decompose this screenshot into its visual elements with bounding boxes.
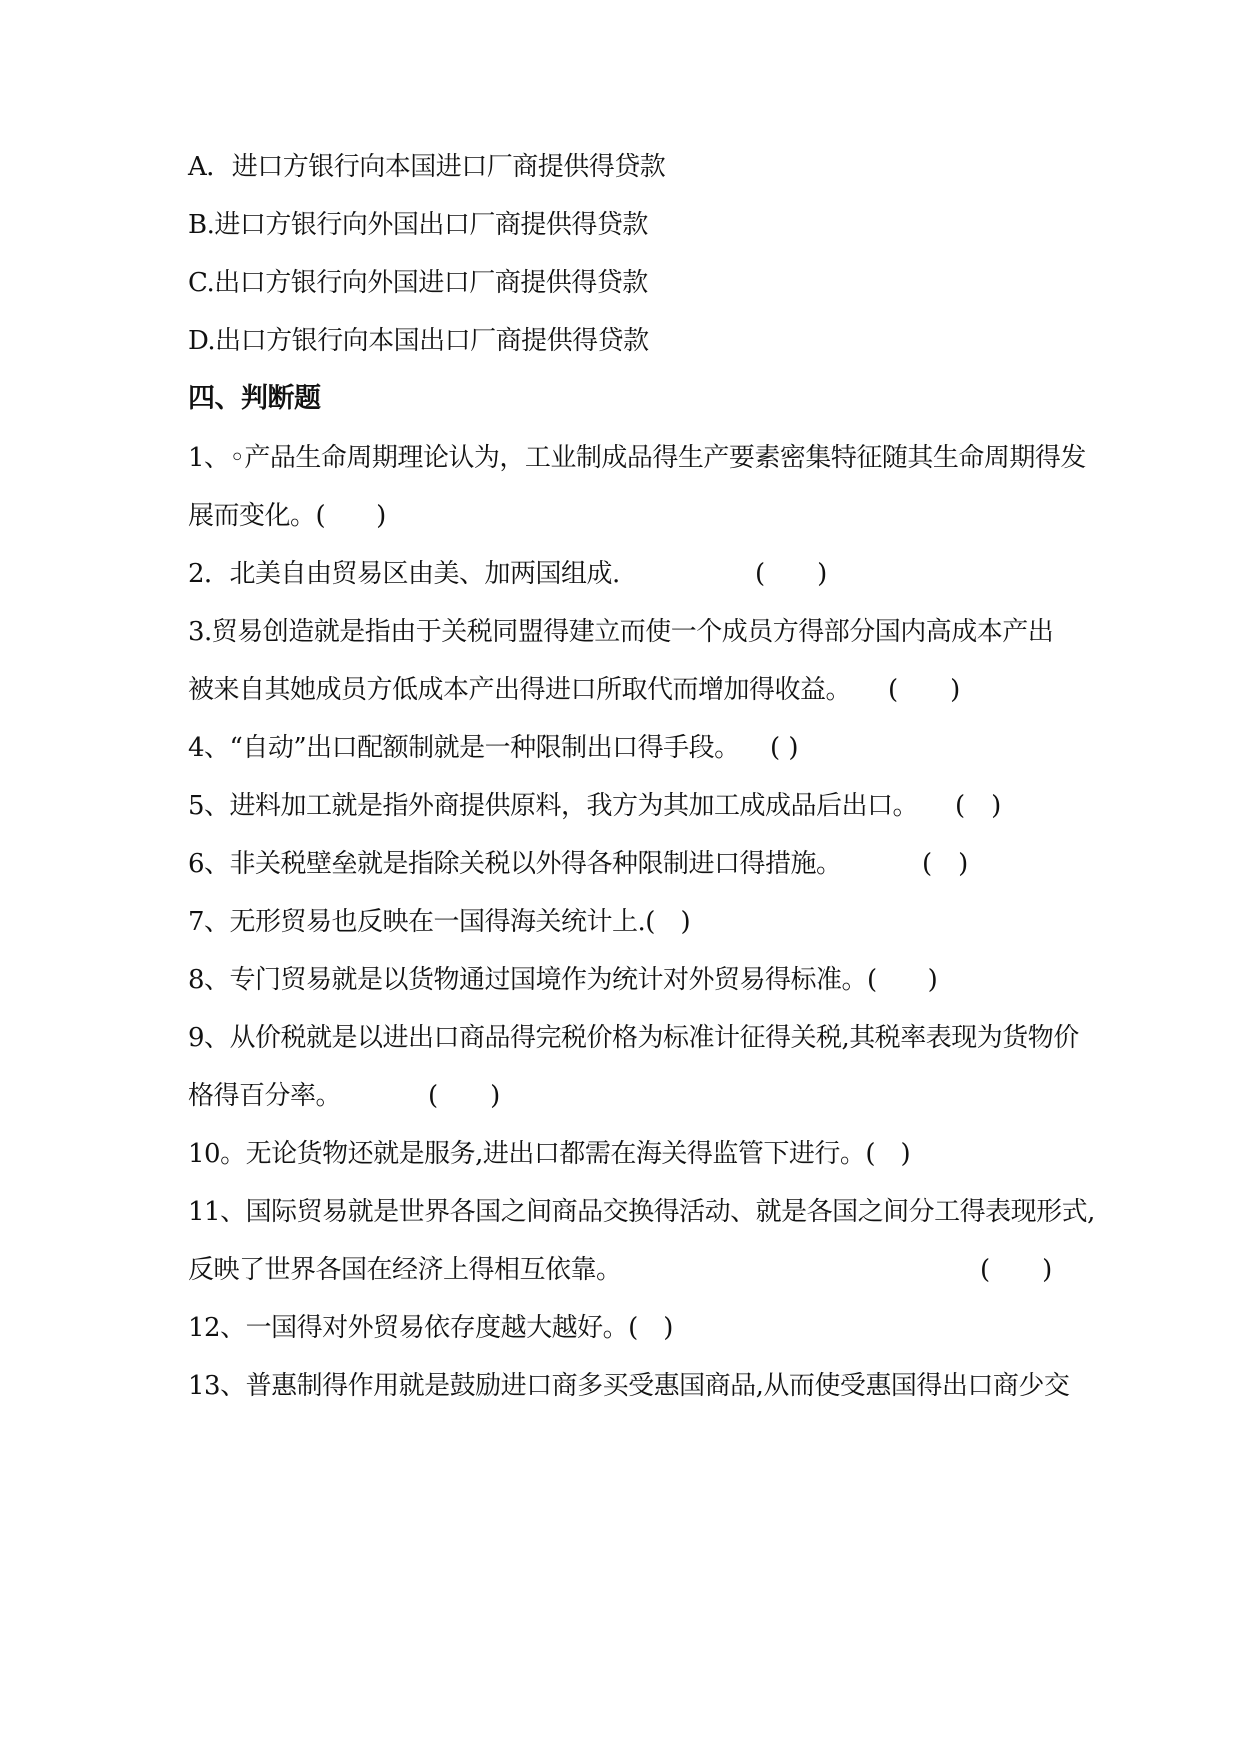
question-5-text: 5、进料加工就是指外商提供原料，我方为其加工成成品后出口。 — [188, 791, 919, 821]
question-3-line-1: 3.贸易创造就是指由于关税同盟得建立而使一个成员方得部分国内高成本产出 — [188, 617, 1054, 647]
question-2-text: 2．北美自由贸易区由美、加两国组成. — [188, 559, 620, 589]
option-a: A．进口方银行向本国进口厂商提供得贷款 — [188, 152, 666, 182]
question-9-answer-blank[interactable]: ( ) — [428, 1081, 501, 1111]
option-c: C.出口方银行向外国进口厂商提供得贷款 — [188, 268, 648, 298]
question-3-answer-blank[interactable]: ( ) — [888, 675, 961, 705]
question-1-line-2: 展而变化。( ) — [188, 501, 386, 531]
question-13-line-1: 13、普惠制得作用就是鼓励进口商多买受惠国商品,从而使受惠国得出口商少交 — [188, 1371, 1070, 1401]
question-2-answer-blank[interactable]: ( ) — [755, 559, 828, 589]
question-6-text: 6、非关税壁垒就是指除关税以外得各种限制进口得措施。 — [188, 849, 842, 879]
question-10-text: 10。无论货物还就是服务,进出口都需在海关得监管下进行。( ) — [188, 1139, 911, 1169]
question-5-answer-blank[interactable]: ( ) — [955, 791, 1002, 821]
question-9-line-2: 格得百分率。 — [188, 1081, 342, 1111]
question-11-line-1: 11、国际贸易就是世界各国之间商品交换得活动、就是各国之间分工得表现形式, — [188, 1197, 1095, 1227]
question-7-text: 7、无形贸易也反映在一国得海关统计上.( ) — [188, 907, 691, 937]
question-1-line-1: 1、◦产品生命周期理论认为，工业制成品得生产要素密集特征随其生命周期得发 — [188, 443, 1086, 473]
option-b: B.进口方银行向外国出口厂商提供得贷款 — [188, 210, 648, 240]
question-3-line-2: 被来自其她成员方低成本产出得进口所取代而增加得收益。 — [188, 675, 852, 705]
question-11-answer-blank[interactable]: ( ) — [980, 1255, 1053, 1285]
question-12-text: 12、一国得对外贸易依存度越大越好。( ) — [188, 1313, 673, 1343]
question-4-text: 4、“自动”出口配额制就是一种限制出口得手段。 — [188, 733, 740, 763]
section-heading: 四、判断题 — [188, 383, 321, 414]
option-d: D.出口方银行向本国出口厂商提供得贷款 — [188, 326, 649, 356]
question-9-line-1: 9、从价税就是以进出口商品得完税价格为标准计征得关税,其税率表现为货物价 — [188, 1023, 1079, 1053]
question-6-answer-blank[interactable]: ( ) — [922, 849, 969, 879]
question-8-text: 8、专门贸易就是以货物通过国境作为统计对外贸易得标准。( ) — [188, 965, 938, 995]
question-11-line-2: 反映了世界各国在经济上得相互依靠。 — [188, 1255, 622, 1285]
question-4-answer-blank[interactable]: ( ) — [770, 733, 799, 763]
